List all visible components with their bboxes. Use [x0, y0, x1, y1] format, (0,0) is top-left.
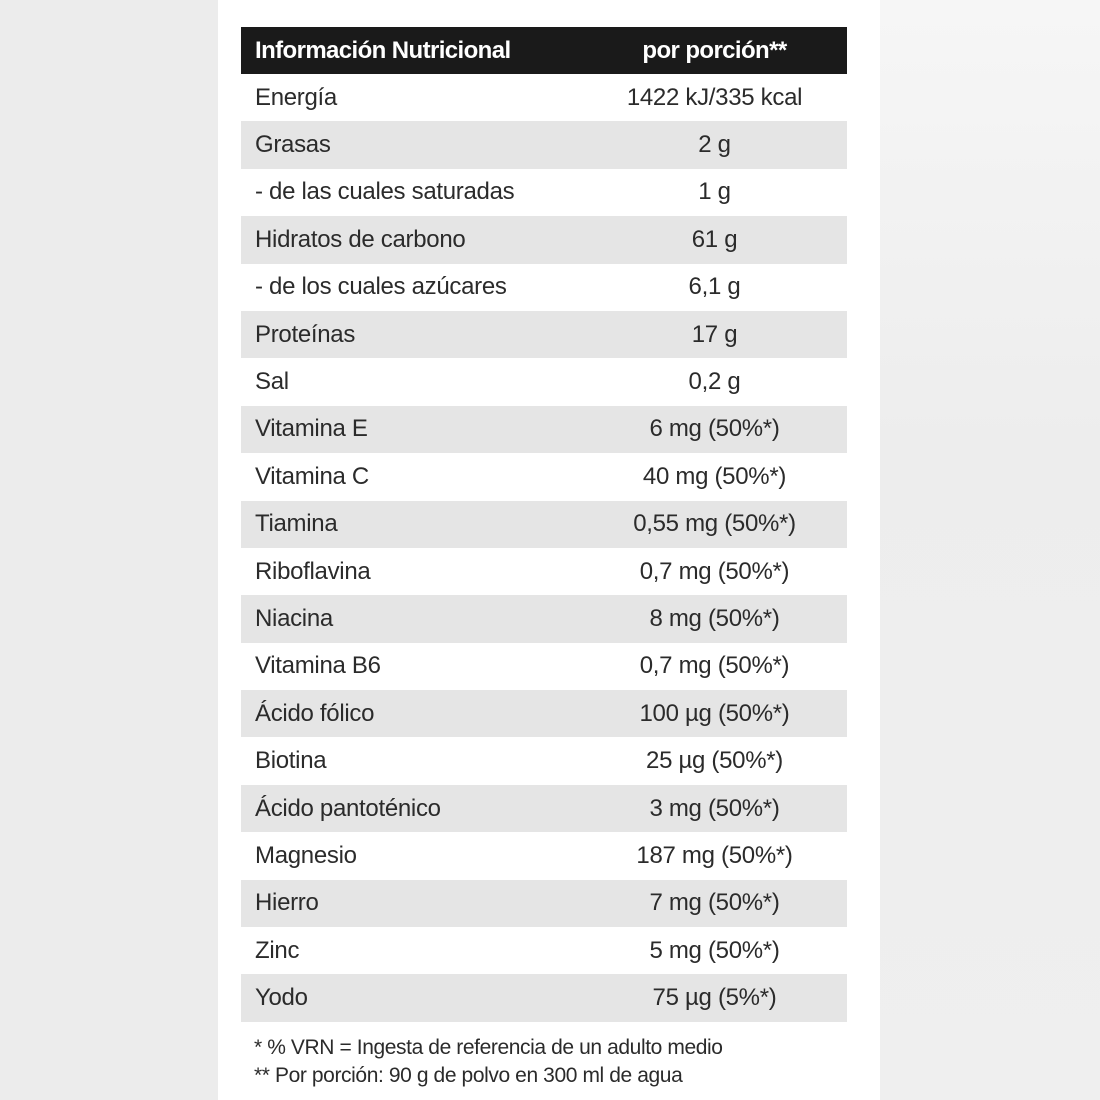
nutrient-name: Hierro: [255, 889, 319, 917]
table-row: [241, 216, 847, 263]
nutrient-value: 8 mg (50%*): [649, 604, 780, 632]
table-row: [241, 690, 847, 737]
nutrient-value: 75 µg (5%*): [652, 984, 777, 1012]
nutrition-table: [241, 27, 847, 1022]
nutrient-value: 25 µg (50%*): [646, 747, 783, 775]
table-row: [241, 880, 847, 927]
nutrient-value: 7 mg (50%*): [649, 889, 780, 917]
nutrient-value: 100 µg (50%*): [639, 699, 790, 727]
nutrient-value: 0,7 mg (50%*): [639, 557, 790, 585]
nutrient-name: Vitamina C: [255, 462, 369, 490]
table-row: [241, 595, 847, 642]
nutrient-value: 187 mg (50%*): [636, 841, 793, 869]
nutrient-name: Vitamina B6: [255, 652, 381, 680]
nutrient-name: Hidratos de carbono: [255, 225, 466, 253]
nutrient-value: 0,55 mg (50%*): [633, 510, 796, 538]
nutrient-name: - de los cuales azúcares: [255, 273, 507, 301]
table-row: [241, 832, 847, 879]
nutrient-value: 6 mg (50%*): [649, 415, 780, 443]
table-row: [241, 121, 847, 168]
table-row: [241, 264, 847, 311]
nutrient-value: 3 mg (50%*): [649, 794, 780, 822]
nutrient-name: Energía: [255, 83, 337, 111]
table-row: [241, 974, 847, 1021]
table-row: [241, 74, 847, 121]
table-row: [241, 737, 847, 784]
table-row: [241, 169, 847, 216]
nutrient-value: 1422 kJ/335 kcal: [626, 83, 803, 111]
nutrient-value: 0,2 g: [688, 368, 741, 396]
footnote-vrn: * % VRN = Ingesta de referencia de un adulto medio: [254, 1036, 723, 1059]
nutrition-panel: [218, 0, 880, 1100]
nutrient-value: 40 mg (50%*): [642, 462, 787, 490]
table-row: [241, 406, 847, 453]
nutrient-name: - de las cuales saturadas: [255, 178, 515, 206]
table-row: [241, 453, 847, 500]
nutrient-value: 1 g: [698, 178, 731, 206]
nutrient-name: Yodo: [255, 984, 308, 1012]
table-row: [241, 785, 847, 832]
table-row: [241, 643, 847, 690]
footnote-portion: ** Por porción: 90 g de polvo en 300 ml de agua: [254, 1064, 683, 1087]
nutrient-value: 17 g: [691, 320, 738, 348]
nutrient-name: Niacina: [255, 604, 333, 632]
nutrient-name: Proteínas: [255, 320, 356, 348]
nutrient-value: 0,7 mg (50%*): [639, 652, 790, 680]
nutrient-name: Zinc: [255, 936, 300, 964]
nutrient-name: Magnesio: [255, 841, 357, 869]
header-name: Información Nutricional: [255, 36, 511, 64]
nutrient-name: Ácido fólico: [255, 699, 375, 727]
table-row: [241, 358, 847, 405]
nutrient-name: Ácido pantoténico: [255, 794, 441, 822]
right-background: [880, 0, 1100, 1100]
nutrient-value: 6,1 g: [688, 273, 741, 301]
nutrient-name: Grasas: [255, 131, 331, 159]
nutrient-value: 61 g: [691, 225, 738, 253]
table-row: [241, 501, 847, 548]
nutrient-name: Riboflavina: [255, 557, 371, 585]
table-row: [241, 311, 847, 358]
nutrient-value: 2 g: [698, 131, 731, 159]
nutrient-value: 5 mg (50%*): [649, 936, 780, 964]
nutrient-name: Tiamina: [255, 510, 338, 538]
header-value: por porción**: [642, 36, 787, 64]
nutrient-name: Biotina: [255, 747, 327, 775]
footnotes: [254, 1034, 723, 1090]
table-header: [241, 27, 847, 74]
nutrient-name: Vitamina E: [255, 415, 368, 443]
table-row: [241, 927, 847, 974]
nutrient-name: Sal: [255, 368, 289, 396]
left-background: [0, 0, 218, 1100]
table-row: [241, 548, 847, 595]
